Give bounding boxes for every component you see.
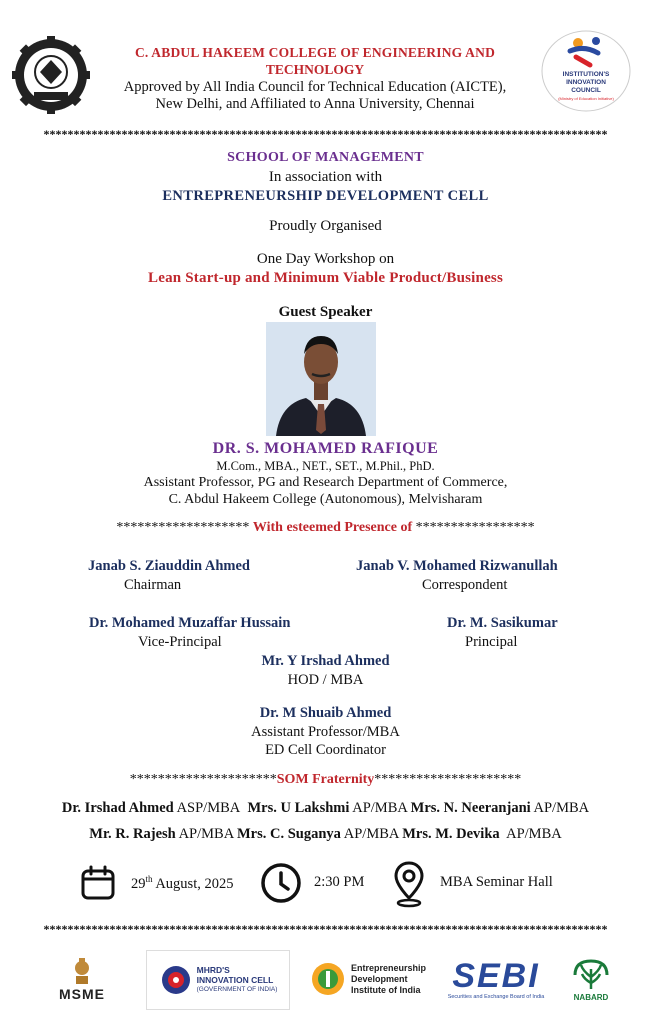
member-name: Dr. Irshad Ahmed <box>61 800 174 816</box>
iic-logo-line2: INNOVATION <box>566 79 606 86</box>
sebi-text: SEBI <box>452 957 540 995</box>
iic-logo <box>540 29 632 113</box>
date-rest: August, 2025 <box>152 875 234 892</box>
date-day: 29 <box>131 875 146 892</box>
event-venue: MBA Seminar Hall <box>440 874 553 890</box>
coordinator-name: Dr. M Shuaib Ahmed <box>259 705 392 721</box>
nabard-text: NABARD <box>573 992 609 1002</box>
hod-name: Mr. Y Irshad Ahmed <box>261 653 390 669</box>
member-name: Mrs. C. Suganya <box>237 826 341 842</box>
member-role: AP/MBA <box>533 800 590 816</box>
presence-heading <box>0 520 651 536</box>
clock-icon <box>260 862 302 904</box>
mhrd-line1: MHRD'S <box>196 965 230 975</box>
chairman-role: Chairman <box>124 577 182 593</box>
approval-line1: Approved by All India Council for Technical Education (AICTE), <box>123 79 507 95</box>
fraternity-row-2 <box>0 826 651 843</box>
calendar-icon <box>80 865 116 901</box>
iic-logo-sub: (Ministry of Education Initiative) <box>558 96 614 101</box>
edii-line3: Institute of India <box>350 984 421 995</box>
hod-role: HOD / MBA <box>287 672 364 688</box>
workshop-topic: Lean Start-up and Minimum Viable Product/Business <box>148 270 503 286</box>
coordinator-role: Assistant Professor/MBA <box>251 724 400 740</box>
sebi-sub: Securities and Exchange Board of India <box>447 994 545 1000</box>
event-time: 2:30 PM <box>314 874 365 890</box>
member-role: AP/MBA <box>506 826 562 842</box>
member-name: Mrs. N. Neeranjani <box>410 800 531 816</box>
organised-text: Proudly Organised <box>269 218 382 234</box>
presence-stars-right: ***************** <box>415 520 535 535</box>
member-role: AP/MBA <box>178 826 234 842</box>
college-name-line1: C. ABDUL HAKEEM COLLEGE OF ENGINEERING AND <box>134 45 496 60</box>
mhrd-innovation-cell-logo <box>146 950 290 1010</box>
college-logo <box>12 36 90 114</box>
edii-line1: Entrepreneurship <box>350 962 426 973</box>
approval-line2: New Delhi, and Affiliated to Anna University, Chennai <box>155 96 475 112</box>
mhrd-line3: (GOVERNMENT OF INDIA) <box>196 986 278 993</box>
coordinator-role2: ED Cell Coordinator <box>265 742 386 758</box>
member-name: Mrs. U Lakshmi <box>247 800 350 816</box>
vice-principal-name: Dr. Mohamed Muzaffar Hussain <box>89 615 291 631</box>
edii-emblem-icon <box>310 961 346 997</box>
chairman-name: Janab S. Ziauddin Ahmed <box>88 558 250 574</box>
location-pin-icon <box>392 860 426 908</box>
fraternity-label: SOM Fraternity <box>276 772 375 787</box>
principal-role: Principal <box>465 634 518 650</box>
cell-name: ENTREPRENEURSHIP DEVELOPMENT CELL <box>162 188 489 204</box>
fraternity-stars-right: ********************* <box>374 772 522 787</box>
correspondent-name: Janab V. Mohamed Rizwanullah <box>356 558 558 574</box>
header-divider: ********************************************************************************************** <box>43 127 608 141</box>
member-name: Mr. R. Rajesh <box>89 826 176 842</box>
edii-logo <box>298 950 438 1008</box>
nabard-emblem-icon <box>569 957 613 993</box>
edii-line2: Development <box>350 973 408 984</box>
member-name: Mrs. M. Devika <box>402 826 500 842</box>
speaker-qualifications: M.Com., MBA., NET., SET., M.Phil., PhD. <box>216 459 435 473</box>
msme-text: MSME <box>59 986 105 1002</box>
speaker-designation: Assistant Professor, PG and Research Department of Commerce, <box>143 475 508 490</box>
brain-gear-icon <box>159 963 193 997</box>
correspondent-role: Correspondent <box>422 577 508 593</box>
speaker-photo <box>266 322 376 436</box>
presence-stars-left: ******************* <box>116 520 250 535</box>
date-suffix: th <box>145 874 153 884</box>
member-role: AP/MBA <box>343 826 399 842</box>
footer-divider: ********************************************************************************************** <box>43 922 608 936</box>
speaker-name: DR. S. MOHAMED RAFIQUE <box>212 440 439 457</box>
speaker-institution: C. Abdul Hakeem College (Autonomous), Melvisharam <box>168 492 483 507</box>
member-role: ASP/MBA <box>176 800 241 816</box>
presence-label: With esteemed Presence of <box>252 520 413 535</box>
msme-logo <box>46 950 118 1008</box>
event-date <box>131 874 233 893</box>
college-name-line2: TECHNOLOGY <box>265 62 365 77</box>
vice-principal-role: Vice-Principal <box>138 634 222 650</box>
principal-name: Dr. M. Sasikumar <box>447 615 558 631</box>
sebi-logo <box>446 950 546 1008</box>
workshop-text: One Day Workshop on <box>256 251 395 267</box>
school-name: SCHOOL OF MANAGEMENT <box>227 150 424 165</box>
iic-logo-line1: INSTITUTION'S <box>562 71 610 78</box>
guest-speaker-heading: Guest Speaker <box>278 304 373 320</box>
nabard-logo <box>556 950 626 1008</box>
fraternity-stars-left: ********************* <box>129 772 277 787</box>
emblem-icon <box>67 956 97 986</box>
association-text: In association with <box>268 169 383 185</box>
mhrd-line2: INNOVATION CELL <box>196 975 274 985</box>
member-role: AP/MBA <box>352 800 408 816</box>
fraternity-heading <box>0 772 651 788</box>
fraternity-row-1 <box>0 800 651 817</box>
iic-logo-line3: COUNCIL <box>571 87 601 94</box>
